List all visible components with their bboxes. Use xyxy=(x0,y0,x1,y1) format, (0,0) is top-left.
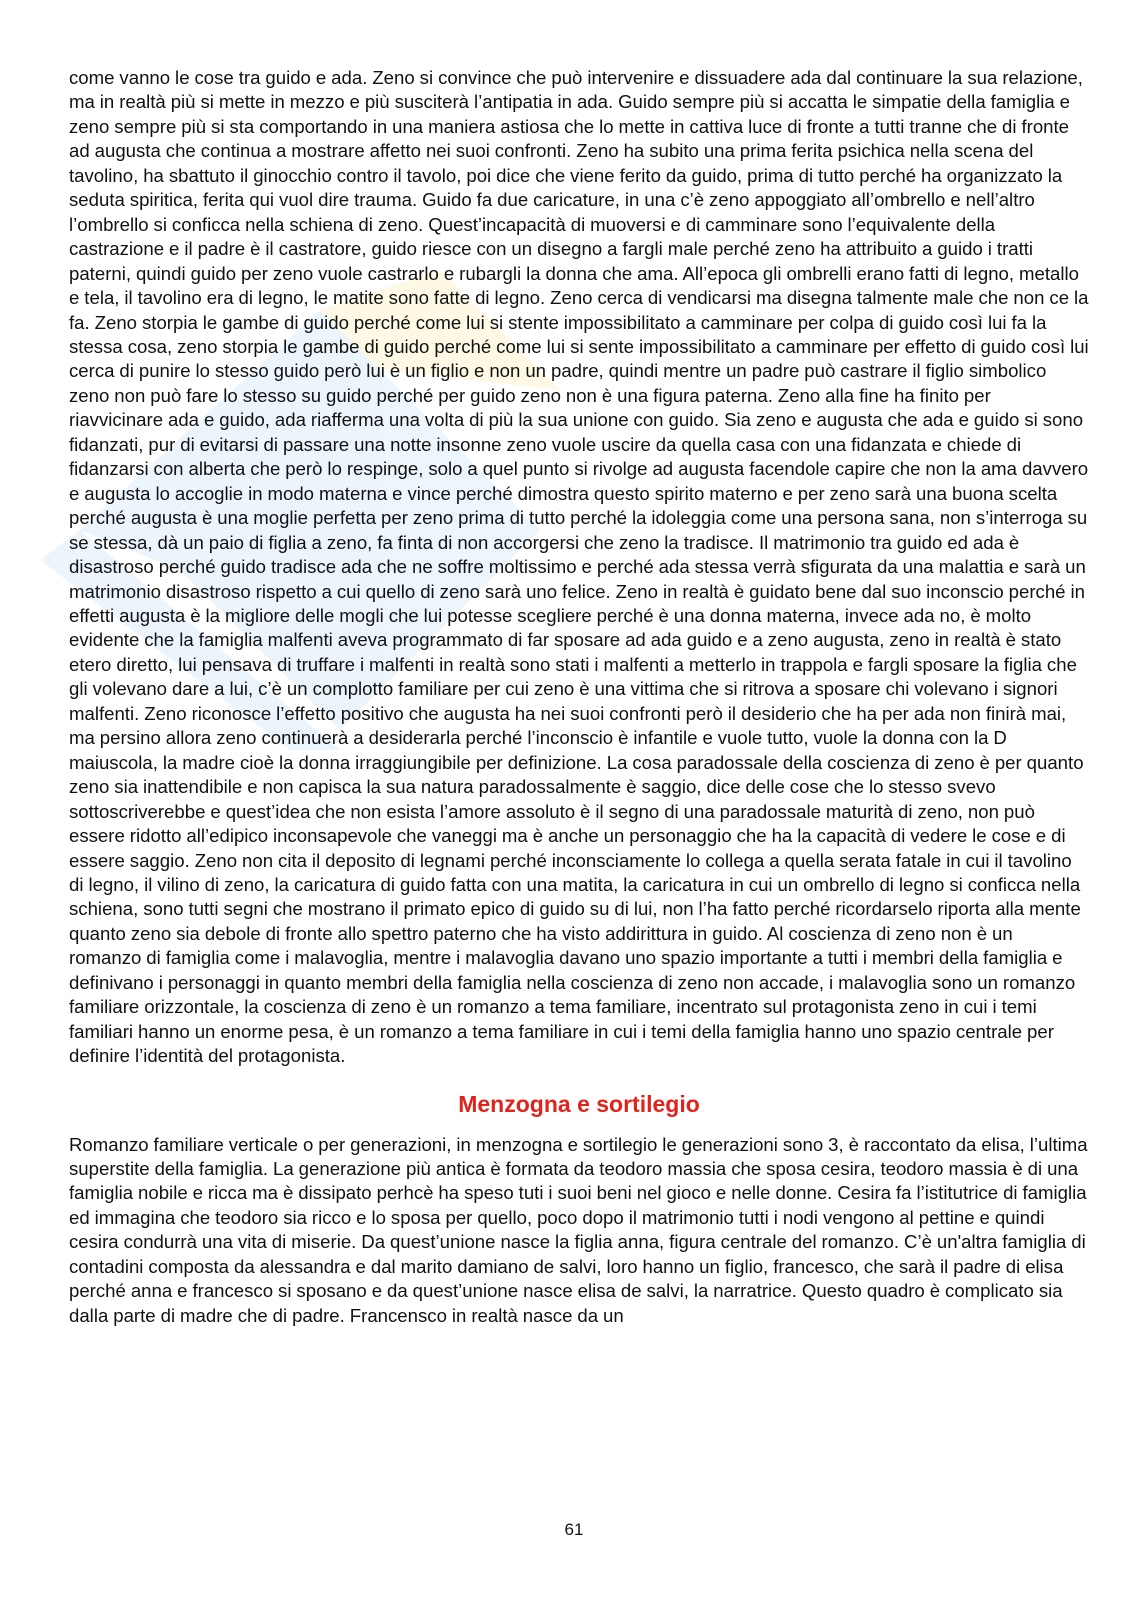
body-paragraph-1: come vanno le cose tra guido e ada. Zeno si convince che può intervenire e dissuadere ada dal continuare la sua relazione, ma in realtà più si mette in mezzo e più susciterà l’antipatia in ada. Guido sempre più si accatta le simpatie della famiglia e zeno sempre più si sta comportando in una maniera astiosa che lo mette in cattiva luce di fronte a tutti tranne che di fronte ad augusta che continua a mostrare affetto nei suoi confronti. Zeno ha subito una prima ferita psichica nella scena del tavolino, ha sbattuto il ginocchio contro il tavolo, poi dice che viene ferito da guido, prima di tutto perché ha organizzato la seduta spiritica, ferita qui vuol dire trauma. Guido fa due caricature, in una c’è zeno appoggiato all’ombrello e nell’altro l’ombrello si conficca nella schiena di zeno. Quest’incapacità di muoversi e di camminare sono l’equivalente della castrazione e il padre è il castratore, guido riesce con un disegno a fargli male perché zeno ha attribuito a guido i tratti paterni, quindi guido per zeno vuole castrarlo e rubargli la donna che ama. All’epoca gli ombrelli erano fatti di legno, metallo e tela, il tavolino era di legno, le matite sono fatte di legno. Zeno cerca di vendicarsi ma disegna talmente male che non ce la fa. Zeno storpia le gambe di guido perché come lui si stente impossibilitato a camminare per colpa di guido così lui fa la stessa cosa, zeno storpia le gambe di guido perché come lui si sente impossibilitato a camminare per effetto di guido così lui cerca di punire lo stesso guido però lui è un figlio e non un padre, quindi mentre un padre può castrare il figlio simbolico zeno non può fare lo stesso su guido perché per guido zeno non è una figura paterna. Zeno alla fine ha finito per riavvicinare ada e guido, ada riafferma una volta di più la sua unione con guido. Sia zeno e augusta che ada e guido si sono fidanzati, pur di evitarsi di passare una notte insonne zeno vuole uscire da quella casa con una fidanzata e chiede di fidanzarsi con alberta che però lo respinge, solo a quel punto si rivolge ad augusta facendole capire che non la ama davvero e augusta lo accoglie in modo materna e vince perché dimostra questo spirito materno e per zeno sarà una buona scelta perché augusta è una moglie perfetta per zeno prima di tutto perché la idoleggia come una persona sana, non s’interroga su se stessa, dà un paio di figlia a zeno, fa finta di non accorgersi che zeno la tradisce. Il matrimonio tra guido ed ada è disastroso perché guido tradisce ada che ne soffre moltissimo e perché ada stessa verrà sfigurata da una malattia e sarà un matrimonio disastroso rispetto a cui quello di zeno sarà uno felice. Zeno in realtà è guidato bene dal suo inconscio perché in effetti augusta è la migliore delle mogli che lui potesse scegliere perché è una donna materna, invece ada no, è molto evidente che la famiglia malfenti aveva programmato di far sposare ad ada guido e a zeno augusta, zeno in realtà è stato etero diretto, lui pensava di truffare i malfenti in realtà sono stati i malfenti a metterlo in trappola e fargli sposare la figlia che gli volevano dare a lui, c’è un complotto familiare per cui zeno è una vittima che si ritrova a sposare chi volevano i signori malfenti. Zeno riconosce l’effetto positivo che augusta ha nei suoi confronti però il desiderio che ha per ada non finirà mai, ma persino allora zeno continuerà a desiderarla perché l’inconscio è infantile e vuole tutto, vuole la donna con la D maiuscola, la madre cioè la donna irraggiungibile per definizione. La cosa paradossale della coscienza di zeno è per quanto zeno sia inattendibile e non capisca la sua natura paradossalmente è saggio, dice delle cose che lo stesso svevo sottoscriverebbe e quest’idea che non esista l’amore assoluto è il segno di una paradossale maturità di zeno, non può essere ridotto all’edipico inconsapevole che vaneggi ma è anche un personaggio che ha la capacità di vedere le cose e di essere saggio. Zeno non cita il deposito di legnami perché inconsciamente lo collega a quella serata fatale in cui il tavolino di legno, il vilino di zeno, la caricatura di guido fatta con una matita, la caricatura in cui un ombrello di legno si conficca nella schiena, sono tutti segni che mostrano il primato epico di guido su di lui, non l’ha fatto perché ricordarselo riporta alla mente quanto zeno sia debole di fronte allo spettro paterno che ha visto addirittura in guido. Al coscienza di zeno non è un romanzo di famiglia come i malavoglia, mentre i malavoglia davano uno spazio importante a tutti i membri della famiglia e definivano i personaggi in quanto membri della famiglia nella coscienza di zeno non accade, i malavoglia sono un romanzo familiare orizzontale, la coscienza di zeno è un romanzo a tema familiare, incentrato sul protagonista zeno in cui i temi familiari hanno un enorme pesa, è un romanzo a tema familiare in cui i temi della famiglia hanno uno spazio centrale per definire l’identità del protagonista. xyxy=(69,67,1089,1067)
document-page xyxy=(69,66,1089,1328)
body-paragraph-2: Romanzo familiare verticale o per generazioni, in menzogna e sortilegio le generazioni sono 3, è raccontato da elisa, l’ultima superstite della famiglia. La generazione più antica è formata da teodoro massia che sposa cesira, teodoro massia è di una famiglia nobile e ricca ma è dissipato perhcè ha speso tuti i suoi beni nel gioco e nelle donne. Cesira fa l’istitutrice di famiglia ed immagina che teodoro sia ricco e lo sposa per quello, poco dopo il matrimonio tutti i nodi vengono al pettine e quindi cesira condurrà una vita di miserie. Da quest’unione nasce la figlia anna, figura centrale del romanzo. C’è un'altra famiglia di contadini composta da alessandra e dal marito damiano de salvi, loro hanno un figlio, francesco, che sarà il padre di elisa perché anna e francesco si sposano e da quest’unione nasce elisa de salvi, la narratrice. Questo quadro è complicato sia dalla parte di madre che di padre. Francensco in realtà nasce da un xyxy=(69,1133,1088,1326)
page-number: 61 xyxy=(564,1520,584,1539)
section-heading: Menzogna e sortilegio xyxy=(458,1090,700,1117)
